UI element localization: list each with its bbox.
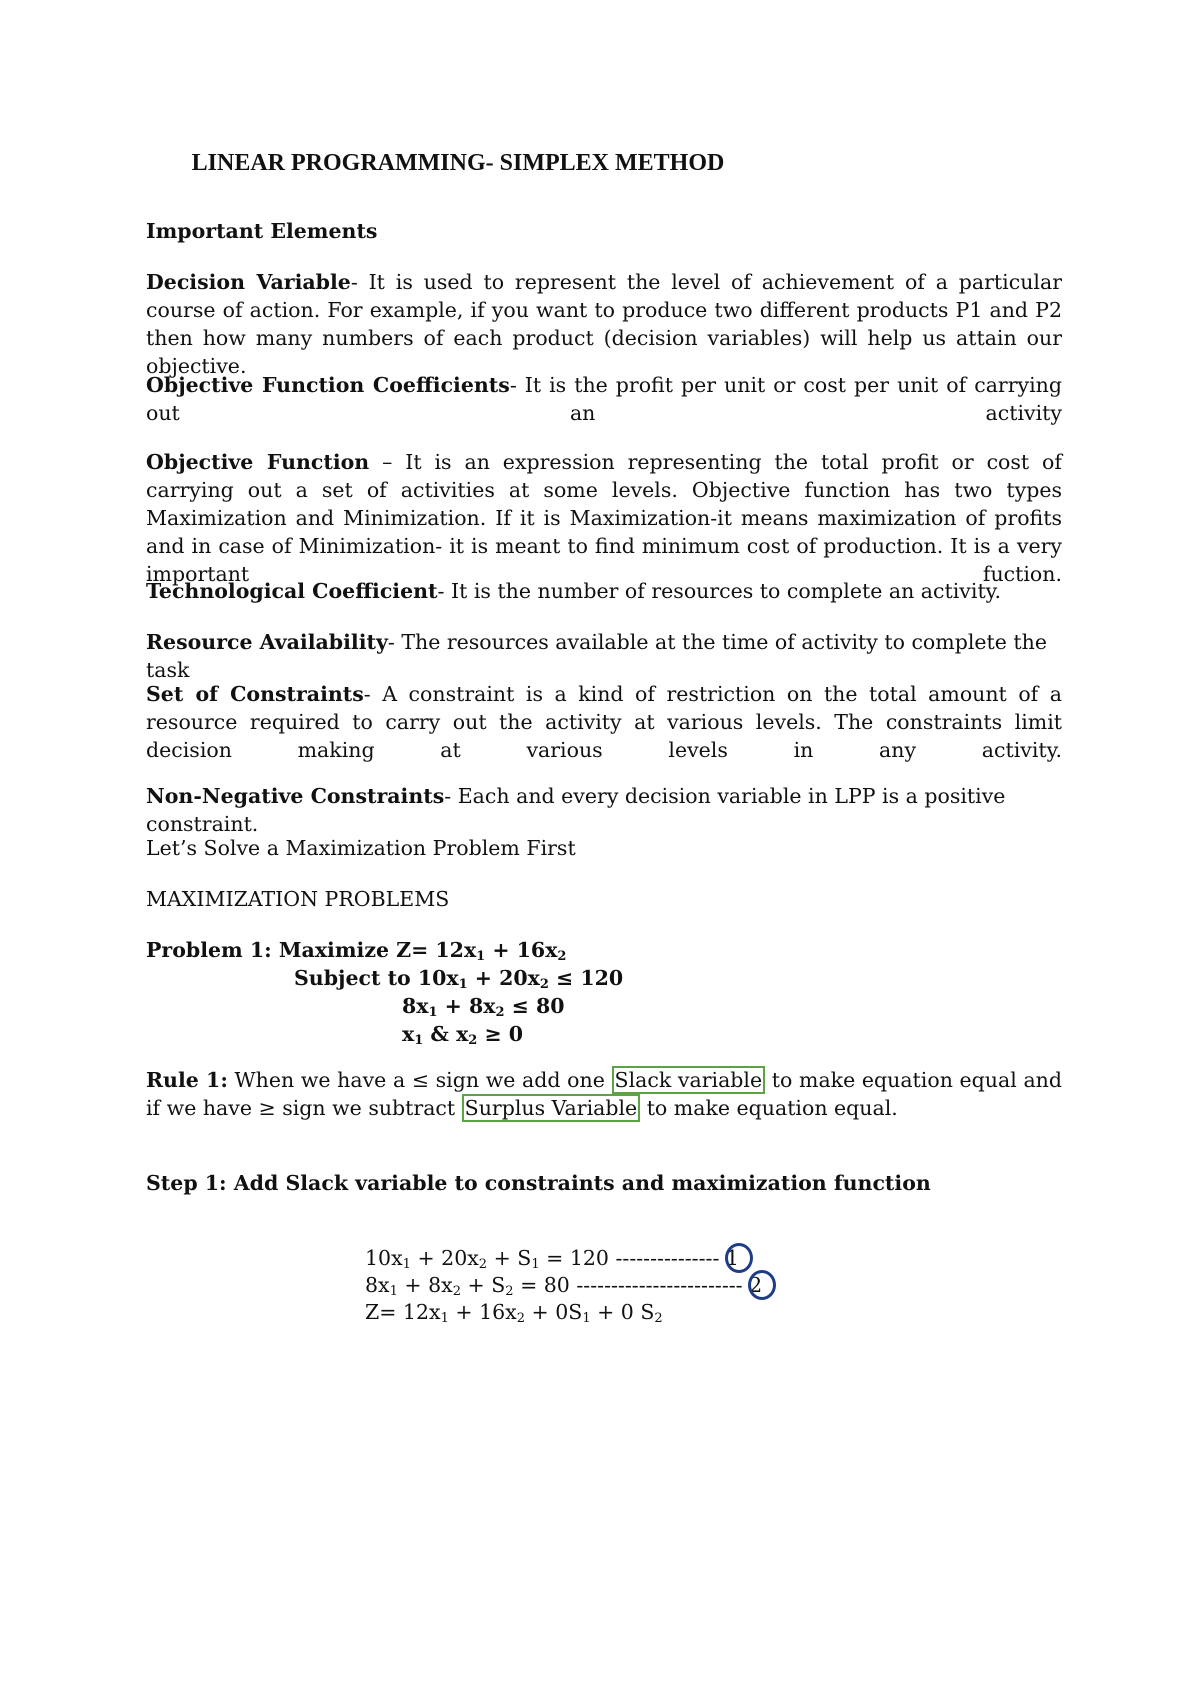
page-title: LINEAR PROGRAMMING- SIMPLEX METHOD <box>191 150 725 176</box>
definition-non-negative: Non-Negative Constraints- Each and every decision variable in LPP is a positive constraint. <box>146 784 1006 836</box>
step-1-heading: Step 1: Add Slack variable to constraints and maximization function <box>146 1171 931 1195</box>
definition-decision-variable: Decision Variable- It is used to represent the level of achievement of a particular course of action. For example, if you want to produce two different products P1 and P2 then how many numbers of each product (decision variables) will help us attain our objective. <box>146 270 1062 378</box>
definition-set-of-constraints: Set of Constraints- A constraint is a kind of restriction on the total amount of a resource required to carry out the activity at various levels. The constraints limit decision making at various levels in any activity. <box>146 682 1062 762</box>
slack-variable-highlight: Slack variable <box>612 1066 766 1094</box>
maximization-heading: MAXIMIZATION PROBLEMS <box>146 887 450 911</box>
definition-objective-coefficients: Objective Function Coefficients- It is the profit per unit or cost per unit of carrying out an activity <box>146 373 1062 425</box>
definition-resource-availability: Resource Availability- The resources available at the time of activity to complete the task <box>146 630 1047 682</box>
problem-non-negativity: $x_1$ & $x_2 \ge 0$ <box>402 1022 524 1048</box>
problem-constraint-2: $8x_1 + 8x_2 \le 80$ <box>402 994 565 1020</box>
definition-technological-coefficient: Technological Coefficient- It is the number of resources to complete an activity. <box>146 579 1002 603</box>
lets-solve-text: Let’s Solve a Maximization Problem First <box>146 836 576 860</box>
circle-mark-icon <box>725 1243 753 1273</box>
problem-constraint-1: Subject to $10x_1 + 20x_2 \le 120$ <box>294 966 624 992</box>
objective-with-slack: $Z= 12x_1 + 16x_2 + 0S_1 + 0$ $S_2$ <box>365 1300 663 1326</box>
problem-1 <box>146 936 1062 1048</box>
circle-mark-icon <box>748 1270 776 1300</box>
rule-1: Rule 1: When we have a ≤ sign we add one Slack variable to make equation equal and if we have ≥ sign we subtract Surplus Variable to make equation equal. <box>146 1068 1062 1120</box>
definition-objective-function: Objective Function – It is an expression representing the total profit or cost of carrying out a set of activities at some levels. Objective function has two types Maximization and Minimization. If it is Maximization-it means maximization of profits and in case of Minimization- it is meant to find minimum cost of production. It is a very important fuction. <box>146 450 1062 586</box>
equation-1: $10x_1 + 20x_2 + S_1 = 120$ --------------- 1 <box>365 1244 885 1275</box>
problem-objective: Problem 1: Maximize $Z= 12x_1 + 16x_2$ <box>146 938 567 964</box>
section-heading: Important Elements <box>146 219 378 243</box>
surplus-variable-highlight: Surplus Variable <box>462 1094 641 1122</box>
equation-2: $8x_1 + 8x_2 + S_2 = 80$ ------------------------ 2 <box>365 1271 885 1302</box>
